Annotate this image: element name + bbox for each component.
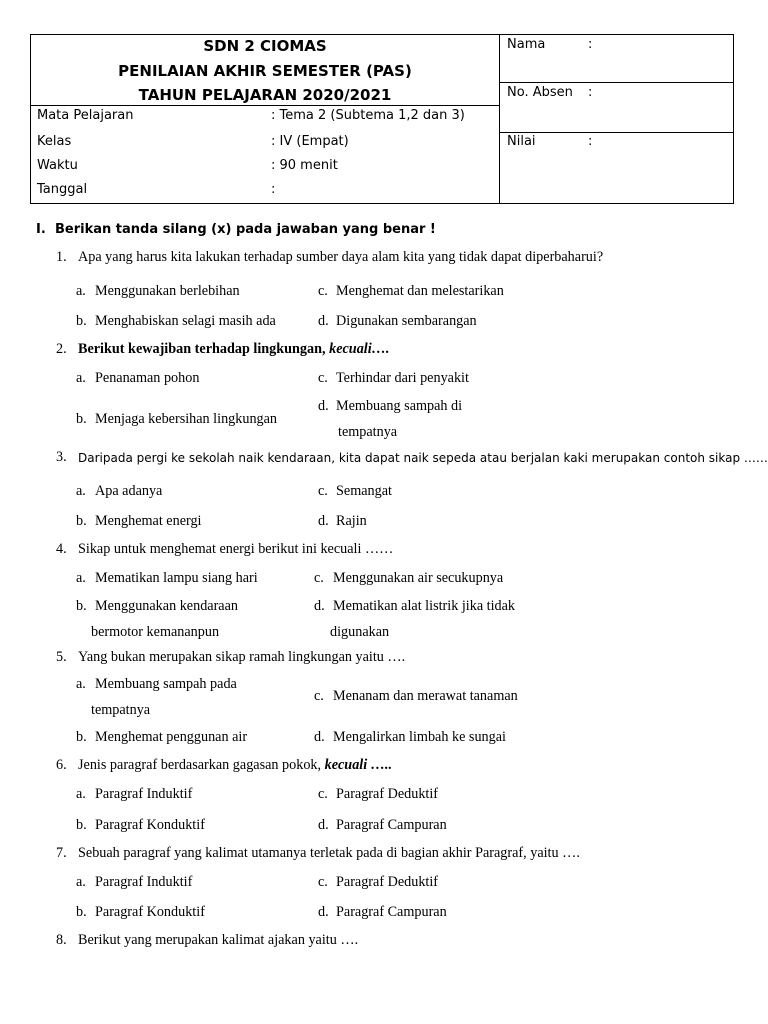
option-letter: a. — [76, 283, 86, 299]
option-b: Menghabiskan selagi masih ada — [95, 313, 276, 329]
time-label: Waktu — [37, 158, 78, 173]
option-d: Digunakan sembarangan — [336, 313, 477, 329]
name-colon: : — [588, 37, 593, 52]
option-d: Rajin — [336, 513, 367, 529]
school-name: SDN 2 CIOMAS — [203, 37, 327, 55]
option-a-continued: tempatnya — [91, 702, 151, 718]
absen-label: No. Absen — [507, 85, 573, 100]
question-number: 7. — [56, 845, 67, 861]
absen-colon: : — [588, 85, 593, 100]
option-letter: d. — [318, 904, 329, 920]
option-letter: c. — [318, 483, 328, 499]
option-c: Semangat — [336, 483, 392, 499]
option-letter: c. — [318, 370, 328, 386]
question-text: Sikap untuk menghemat energi berikut ini kecuali …… — [78, 541, 394, 557]
question-text: Yang bukan merupakan sikap ramah lingkungan yaitu …. — [78, 649, 406, 665]
option-letter: b. — [76, 729, 87, 745]
question-text-emphasis: kecuali…. — [329, 341, 390, 357]
option-c: Menghemat dan melestarikan — [336, 283, 504, 299]
option-letter: a. — [76, 786, 86, 802]
option-b: Menggunakan kendaraan — [95, 598, 238, 614]
option-b: Menghemat energi — [95, 513, 202, 529]
option-letter: a. — [76, 370, 86, 386]
option-letter: c. — [314, 688, 324, 704]
option-b: Menghemat penggunan air — [95, 729, 248, 745]
option-c: Terhindar dari penyakit — [336, 370, 469, 386]
option-letter: b. — [76, 817, 87, 833]
score-label: Nilai — [507, 134, 536, 149]
header-divider — [499, 82, 733, 83]
date-label: Tanggal — [37, 182, 88, 197]
question-text-emphasis: kecuali ….. — [324, 757, 392, 773]
header-divider — [499, 132, 733, 133]
option-letter: d. — [318, 398, 329, 414]
option-c: Menggunakan air secukupnya — [333, 570, 504, 586]
option-c: Paragraf Deduktif — [336, 874, 439, 890]
exam-header-box — [30, 34, 734, 204]
option-letter: b. — [76, 513, 87, 529]
question-text: Apa yang harus kita lakukan terhadap sumber daya alam kita yang tidak dapat diperbaharui? — [78, 249, 604, 265]
option-d: Membuang sampah di — [336, 398, 463, 414]
option-letter: d. — [318, 513, 329, 529]
option-a: Paragraf Induktif — [95, 874, 193, 890]
option-letter: b. — [76, 904, 87, 920]
option-a: Membuang sampah pada — [95, 676, 237, 692]
question-text — [78, 757, 392, 774]
option-a: Apa adanya — [95, 483, 163, 499]
question-number: 6. — [56, 757, 67, 773]
question-number: 1. — [56, 249, 67, 265]
subject-label: Mata Pelajaran — [37, 108, 134, 123]
section-instruction: Berikan tanda silang (x) pada jawaban yang benar ! — [55, 222, 436, 237]
option-d-continued: digunakan — [330, 624, 390, 640]
option-b-continued: bermotor kemananpun — [91, 624, 220, 640]
question-text: Sebuah paragraf yang kalimat utamanya terletak pada di bagian akhir Paragraf, yaitu …. — [78, 845, 580, 861]
option-letter: d. — [318, 817, 329, 833]
question-text — [78, 341, 389, 358]
question-text-main: Jenis paragraf berdasarkan gagasan pokok, — [78, 757, 322, 773]
header-divider-vertical — [499, 35, 500, 203]
option-d: Mengalirkan limbah ke sungai — [333, 729, 506, 745]
option-a: Menggunakan berlebihan — [95, 283, 240, 299]
option-letter: d. — [314, 598, 325, 614]
option-letter: a. — [76, 483, 86, 499]
question-text: Daripada pergi ke sekolah naik kendaraan, kita dapat naik sepeda atau berjalan kaki merupakan contoh sikap …… — [78, 451, 768, 465]
academic-year: TAHUN PELAJARAN 2020/2021 — [138, 86, 392, 104]
option-letter: b. — [76, 313, 87, 329]
question-number: 5. — [56, 649, 67, 665]
question-number: 2. — [56, 341, 67, 357]
option-d: Mematikan alat listrik jika tidak — [333, 598, 516, 614]
option-d: Paragraf Campuran — [336, 817, 447, 833]
question-number: 8. — [56, 932, 67, 948]
option-letter: a. — [76, 570, 86, 586]
option-letter: d. — [318, 313, 329, 329]
header-divider — [31, 105, 499, 106]
subject-value: : Tema 2 (Subtema 1,2 dan 3) — [271, 108, 465, 123]
class-value: : IV (Empat) — [271, 134, 349, 149]
exam-title: PENILAIAN AKHIR SEMESTER (PAS) — [118, 62, 412, 80]
option-letter: a. — [76, 874, 86, 890]
option-letter: c. — [318, 283, 328, 299]
option-a: Paragraf Induktif — [95, 786, 193, 802]
question-number: 4. — [56, 541, 67, 557]
option-letter: b. — [76, 411, 87, 427]
option-letter: c. — [318, 786, 328, 802]
option-d: Paragraf Campuran — [336, 904, 447, 920]
option-c: Paragraf Deduktif — [336, 786, 439, 802]
option-b: Menjaga kebersihan lingkungan — [95, 411, 278, 427]
name-label: Nama — [507, 37, 546, 52]
option-letter: b. — [76, 598, 87, 614]
score-colon: : — [588, 134, 593, 149]
question-text: Berikut yang merupakan kalimat ajakan yaitu …. — [78, 932, 359, 948]
option-letter: d. — [314, 729, 325, 745]
question-text-bold: Berikut kewajiban terhadap lingkungan, — [78, 341, 326, 357]
option-letter: a. — [76, 676, 86, 692]
date-value: : — [271, 182, 276, 197]
option-b: Paragraf Konduktif — [95, 904, 205, 920]
option-a: Mematikan lampu siang hari — [95, 570, 258, 586]
time-value: : 90 menit — [271, 158, 338, 173]
option-letter: c. — [318, 874, 328, 890]
section-number: I. — [36, 222, 46, 237]
class-label: Kelas — [37, 134, 72, 149]
option-d-continued: tempatnya — [338, 424, 398, 440]
option-c: Menanam dan merawat tanaman — [333, 688, 518, 704]
option-letter: c. — [314, 570, 324, 586]
option-a: Penanaman pohon — [95, 370, 200, 386]
question-number: 3. — [56, 449, 67, 465]
option-b: Paragraf Konduktif — [95, 817, 205, 833]
